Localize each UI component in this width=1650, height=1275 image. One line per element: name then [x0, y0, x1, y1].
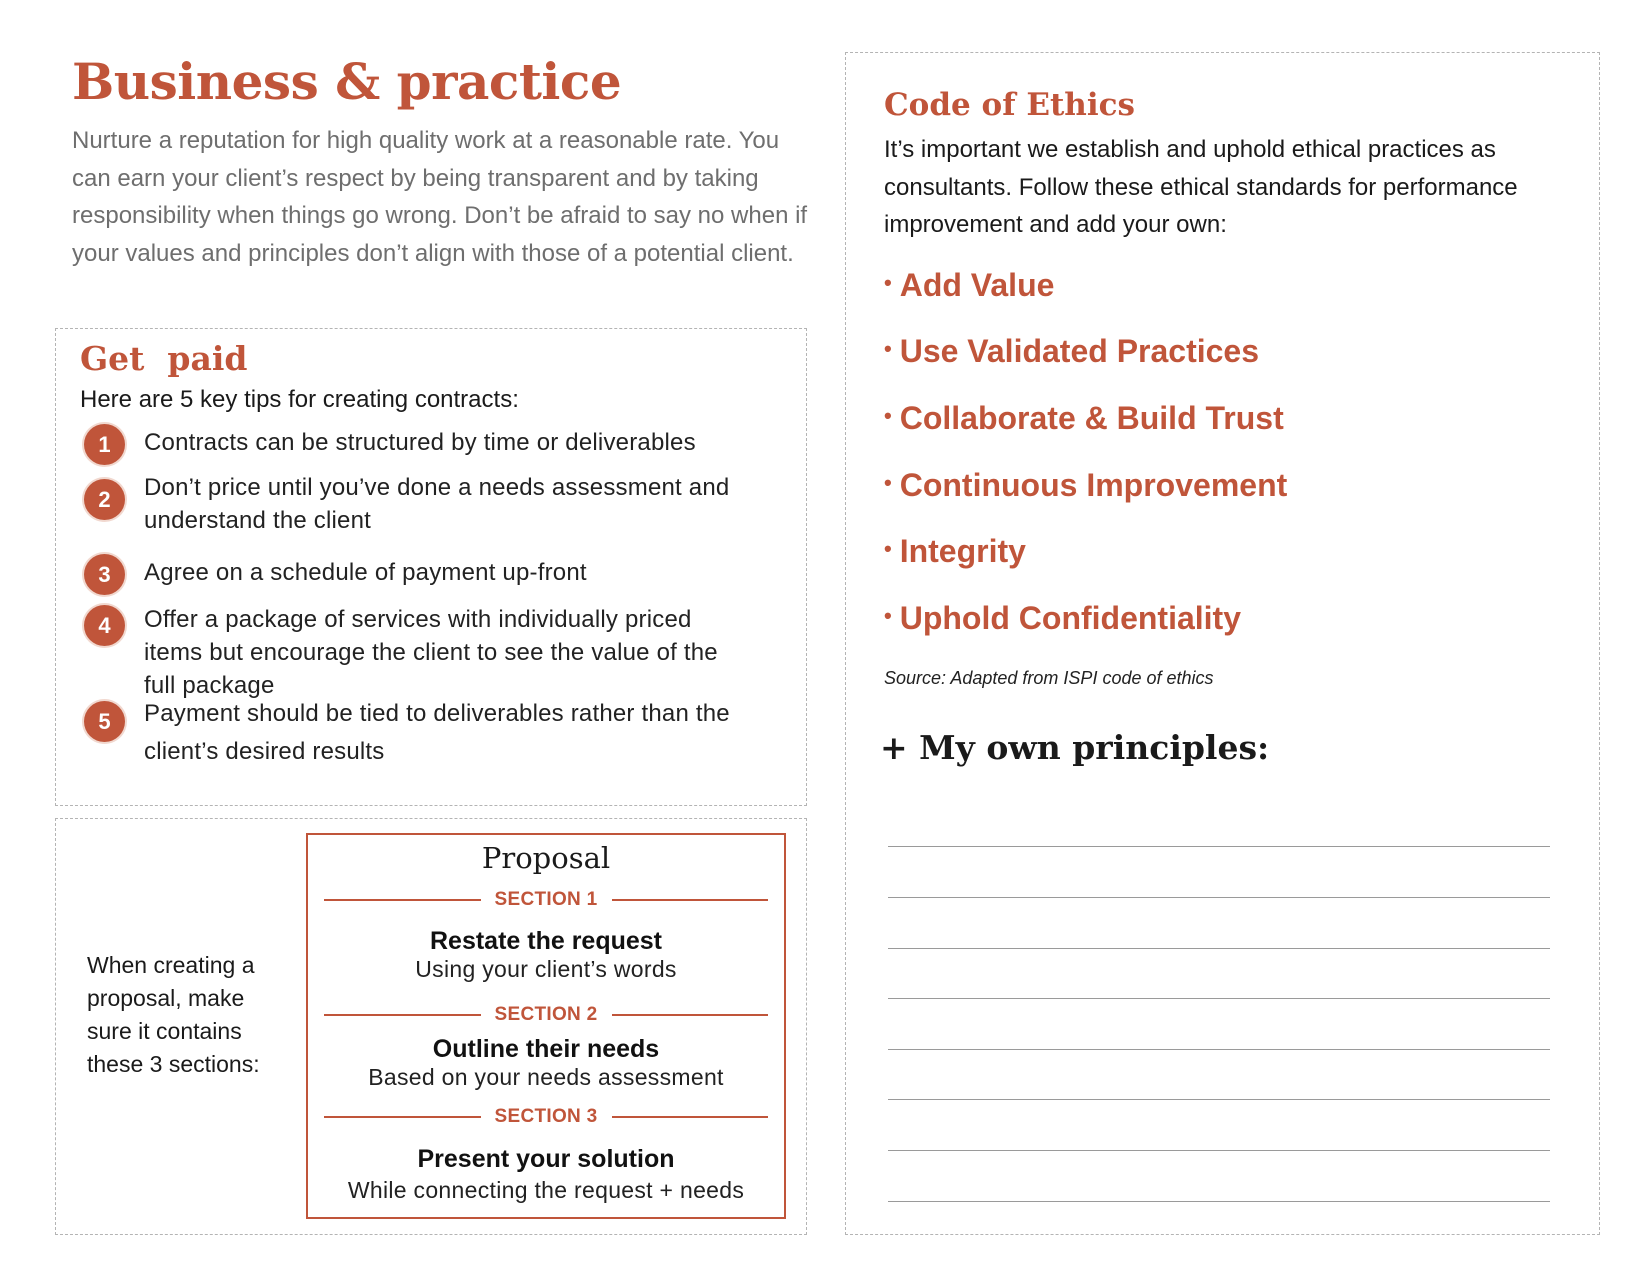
tip-text: Don’t price until you’ve done a needs assessment and understand the client [144, 474, 730, 534]
divider-line [612, 899, 769, 901]
divider-line [324, 1014, 481, 1016]
own-principles-title: + My own principles: [880, 728, 1270, 767]
divider-line [324, 899, 481, 901]
bullet-icon: • [884, 536, 892, 561]
source-note: Source: Adapted from ISPI code of ethics [884, 668, 1214, 688]
number-badge-icon: 3 [84, 554, 125, 595]
number-badge-icon: 5 [84, 701, 125, 742]
principle-item [884, 533, 1026, 570]
proposal-title: Proposal [481, 841, 611, 875]
writing-line[interactable] [888, 1150, 1550, 1151]
section-title: Outline their needs [432, 1035, 660, 1063]
bullet-icon: • [884, 270, 892, 295]
bullet-icon: • [884, 403, 892, 428]
writing-line[interactable] [888, 1099, 1550, 1100]
section-description: While connecting the request + needs [347, 1177, 745, 1203]
divider-line [612, 1116, 769, 1118]
writing-line[interactable] [888, 897, 1550, 898]
tip-text: Agree on a schedule of payment up-front [144, 559, 587, 586]
proposal-intro: When creating a proposal, make sure it contains these 3 sections: [87, 952, 260, 1077]
writing-line[interactable] [888, 846, 1550, 847]
section-label: SECTION 1 [494, 889, 598, 910]
principle-item [884, 333, 1259, 370]
ethics-heading: Code of Ethics [884, 87, 1135, 123]
section-title: Restate the request [429, 927, 663, 955]
tip-item [84, 701, 784, 771]
ethics-intro: It’s important we establish and uphold ethical practices as consultants. Follow these ethical standards for performance improvement and add your own: [884, 136, 1518, 238]
principle-text: Use Validated Practices [899, 333, 1260, 369]
code-of-ethics-box [845, 52, 1600, 1235]
number-badge-icon: 1 [84, 424, 125, 465]
section-label: SECTION 3 [494, 1106, 598, 1127]
divider-line [324, 1116, 481, 1118]
proposal-box [55, 818, 807, 1235]
tip-item [84, 474, 784, 537]
section-divider [324, 1002, 768, 1028]
number-badge-icon: 4 [84, 605, 125, 646]
tip-item [84, 554, 784, 595]
principle-text: Collaborate & Build Trust [899, 400, 1284, 436]
bullet-icon: • [884, 336, 892, 361]
section-divider [324, 887, 768, 913]
get-paid-subheading: Here are 5 key tips for creating contracts: [80, 386, 519, 413]
principle-text: Uphold Confidentiality [899, 600, 1241, 636]
writing-line[interactable] [888, 1201, 1550, 1202]
get-paid-heading: Get paid [80, 339, 248, 378]
principle-item [884, 467, 1287, 504]
get-paid-box [55, 328, 807, 806]
bullet-icon: • [884, 470, 892, 495]
writing-line[interactable] [888, 998, 1550, 999]
principle-item [884, 267, 1054, 304]
tip-text: Payment should be tied to deliverables rather than the client’s desired results [144, 700, 730, 765]
page-title: Business & practice [72, 52, 622, 111]
tip-text: Offer a package of services with individually priced items but encourage the client to see the value of the full package [144, 606, 718, 699]
proposal-card [306, 833, 786, 1219]
section-description: Using your client’s words [415, 956, 677, 982]
bullet-icon: • [884, 603, 892, 628]
writing-line[interactable] [888, 948, 1550, 949]
writing-line[interactable] [888, 1049, 1550, 1050]
principle-text: Add Value [899, 267, 1055, 303]
principle-text: Integrity [899, 533, 1026, 569]
section-description: Based on your needs assessment [368, 1064, 724, 1090]
section-title: Present your solution [417, 1145, 675, 1173]
section-label: SECTION 2 [494, 1004, 598, 1025]
intro-paragraph: Nurture a reputation for high quality work at a reasonable rate. You can earn your client’s respect by being transparent and by taking responsibility when things go wrong. Don’t be afraid to say no when if your values and principles don’t align with those of a potential client. [72, 127, 808, 267]
divider-line [612, 1014, 769, 1016]
principle-item [884, 400, 1284, 437]
tip-item [84, 424, 784, 465]
section-divider [324, 1104, 768, 1130]
principle-text: Continuous Improvement [899, 467, 1288, 503]
number-badge-icon: 2 [84, 479, 125, 520]
tip-item [84, 605, 784, 702]
principle-item [884, 600, 1241, 637]
tip-text: Contracts can be structured by time or deliverables [144, 429, 696, 456]
